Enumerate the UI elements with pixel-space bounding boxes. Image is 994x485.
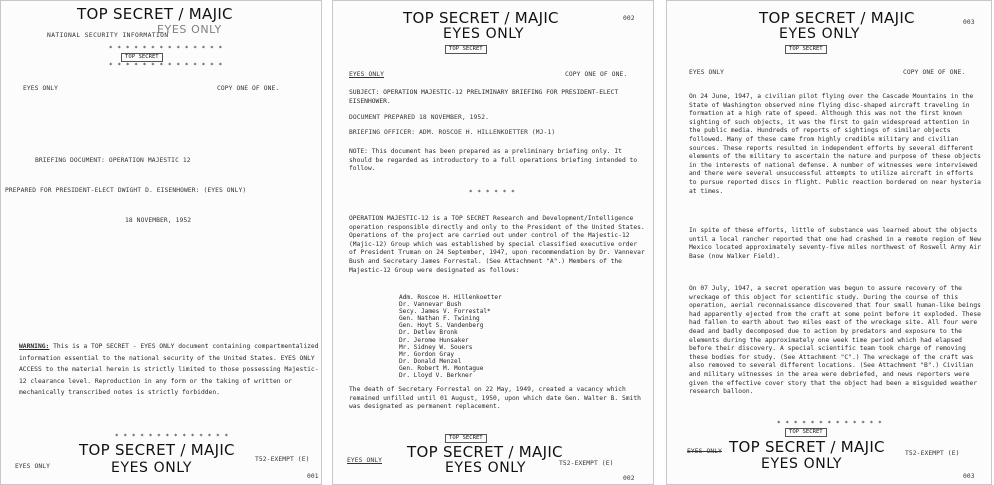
copy-line: COPY ONE OF ONE.: [217, 85, 280, 92]
sighting-paragraph: On 24 June, 1947, a civilian pilot flying over the Cascade Mountains in the State of Washington observed nine flying disc-shaped aircraft traveling in formation at a high rate of speed. Although this was not the first known sighting of such objects, it was the first to gain widespread attention in the public media. Hundreds of reports of sightings of similar objects followed. Many of these came from highly credible military and civilian sources. These reports resulted in independent efforts by several different elements of the military to ascertain the nature and purpose of these objects in the interests of national defense. A number of witnesses were interviewed and there were several unsuccessful attempts to utilize aircraft in efforts to pursue reported discs in flight. Public reaction bordered on near hysteria at times.: [689, 93, 981, 195]
footer-classification: TOP SECRET / MAJIC: [407, 443, 563, 461]
page-number: 003: [963, 19, 975, 26]
eyes-only-header: EYES ONLY: [443, 26, 524, 42]
warning-label: WARNING:: [19, 343, 50, 350]
death-note-paragraph: The death of Secretary Forrestal on 22 May, 1949, created a vacancy which remained unfilled until 01 August, 1950, upon which date Gen. Walter B. Smith was designated as permanent replacement.: [349, 386, 641, 411]
divider-stars: * * * * * *: [469, 189, 516, 196]
members-list: [399, 294, 599, 379]
stars-bottom: * * * * * * * * * * * * * *: [109, 62, 223, 69]
top-secret-box: TOP SECRET: [445, 45, 487, 54]
eyes-only-header: EYES ONLY: [779, 26, 860, 42]
page-number: 002: [623, 15, 635, 22]
footer-left-label: EYES ONLY: [15, 463, 51, 470]
member-item: Dr. Donald Menzel: [399, 357, 462, 365]
recovery-paragraph: On 07 July, 1947, a secret operation was begun to assure recovery of the wreckage of this object for scientific study. During the course of this operation, aerial reconnaissance discovered that four small human-like beings had apparently ejected from the craft at some point before it exploded. These had fallen to earth about two miles east of the wreckage site. All four were dead and badly decomposed due to action by predators and exposure to the elements during the approximately one week time period which had elapsed before their discovery. A special scientific team took charge of removing these bodies for study. (See Attachment "C".) The wreckage of the craft was also removed to several different locations. (See Attachment "B".) Civilian and military witnesses in the area were debriefed, and news reporters were given the effective cover story that the object had been a misguided weather research balloon.: [689, 285, 981, 396]
member-item: Adm. Roscoe H. Hillenkoetter: [399, 294, 502, 301]
briefing-date: 18 NOVEMBER, 1952: [125, 217, 192, 224]
member-item: Secy. James V. Forrestal*: [399, 308, 491, 316]
footer-exempt: T52-EXEMPT (E): [559, 460, 614, 467]
document-page-3: [666, 0, 992, 485]
eyes-only-label: EYES ONLY: [689, 69, 725, 76]
footer-eyes-only: EYES ONLY: [111, 460, 192, 476]
subject-line: SUBJECT: OPERATION MAJESTIC-12 PRELIMINARY BRIEFING FOR PRESIDENT-ELECT EISENHOWER.: [349, 89, 619, 105]
member-item: Gen. Robert M. Montague: [399, 364, 484, 372]
member-item: Dr. Detlev Bronk: [399, 329, 458, 337]
footer-exempt: T52-EXEMPT (E): [905, 450, 960, 457]
footer-classification: TOP SECRET / MAJIC: [729, 438, 885, 456]
eyes-only-label: EYES ONLY: [349, 71, 385, 78]
footer-page-number: 003: [963, 473, 975, 480]
agency-line: NATIONAL SECURITY INFORMATION: [47, 32, 169, 39]
operation-paragraph: OPERATION MAJESTIC-12 is a TOP SECRET Research and Development/Intelligence operation responsible directly and only to the President of the United States. Operations of the project are carried out under control of the Majestic-12 (Majic-12) Group which was established by special classified executive order of President Truman on 24 September, 1947, upon recommendation by Dr. Vannevar Bush and Secretary James Forrestal. (See Attachment "A".) Members of the Majestic-12 Group were designated as follows:: [349, 215, 645, 274]
note-paragraph: NOTE: This document has been prepared as a preliminary briefing only. It should be regarded as introductory to a full operations briefing intended to follow.: [349, 148, 638, 173]
classification-header: TOP SECRET / MAJIC: [759, 9, 915, 27]
footer-exempt: T52-EXEMPT (E): [255, 456, 310, 463]
prepared-line: DOCUMENT PREPARED 18 NOVEMBER, 1952.: [349, 114, 490, 121]
footer-stars: * * * * * * * * * * * * * *: [115, 433, 229, 440]
member-item: Mr. Gordon Gray: [399, 350, 455, 358]
member-item: Gen. Nathan F. Twining: [399, 315, 480, 323]
classification-header: TOP SECRET / MAJIC: [77, 5, 233, 23]
page-number: 001: [307, 473, 319, 480]
document-page-1: [0, 0, 322, 485]
top-secret-box: TOP SECRET: [121, 53, 163, 62]
warning-text: This is a TOP SECRET - EYES ONLY document containing compartmentalized information essential to the national security of the United States. EYES ONLY ACCESS to the material herein is strictly limited to those possessing Majestic-12 clearance level. Reproduction in any form or the taking of written or mechanically transcribed notes is strictly forbidden.: [19, 343, 319, 397]
footer-top-secret-box: TOP SECRET: [445, 434, 487, 443]
copy-line: COPY ONE OF ONE.: [903, 69, 966, 76]
member-item: Gen. Hoyt S. Vandenberg: [399, 322, 484, 330]
footer-left-label: EYES ONLY: [687, 448, 723, 455]
top-secret-box: TOP SECRET: [785, 45, 827, 54]
footer-eyes-only: EYES ONLY: [761, 456, 842, 472]
footer-classification: TOP SECRET / MAJIC: [79, 441, 235, 459]
footer-stars: * * * * * * * * * * * * *: [777, 420, 883, 427]
footer-page-number: 002: [623, 475, 635, 482]
classification-header: TOP SECRET / MAJIC: [403, 9, 559, 27]
stars-top: * * * * * * * * * * * * * *: [109, 45, 223, 52]
document-page-2: [332, 0, 654, 485]
eyes-only-overprint: EYES ONLY: [157, 23, 222, 36]
footer-top-secret-box: TOP SECRET: [785, 428, 827, 437]
footer-eyes-only: EYES ONLY: [445, 460, 526, 476]
member-item: Dr. Jerome Hunsaker: [399, 336, 469, 344]
copy-line: COPY ONE OF ONE.: [565, 71, 628, 78]
briefing-subtitle: PREPARED FOR PRESIDENT-ELECT DWIGHT D. EISENHOWER: (EYES ONLY): [5, 187, 247, 194]
rancher-paragraph: In spite of these efforts, little of substance was learned about the objects until a local rancher reported that one had crashed in a remote region of New Mexico located approximately seventy-five miles northwest of Roswell Army Air Base (now Walker Field).: [689, 227, 981, 260]
warning-paragraph: [19, 341, 319, 399]
briefing-title: BRIEFING DOCUMENT: OPERATION MAJESTIC 12: [35, 157, 191, 164]
member-item: Mr. Sidney W. Souers: [399, 343, 473, 351]
briefing-officer-line: BRIEFING OFFICER: ADM. ROSCOE H. HILLENKOETTER (MJ-1): [349, 129, 556, 136]
eyes-only-label: EYES ONLY: [23, 85, 59, 92]
footer-left-label: EYES ONLY: [347, 457, 383, 464]
member-item: Dr. Lloyd V. Berkner: [399, 372, 473, 380]
member-item: Dr. Vannevar Bush: [399, 301, 462, 309]
